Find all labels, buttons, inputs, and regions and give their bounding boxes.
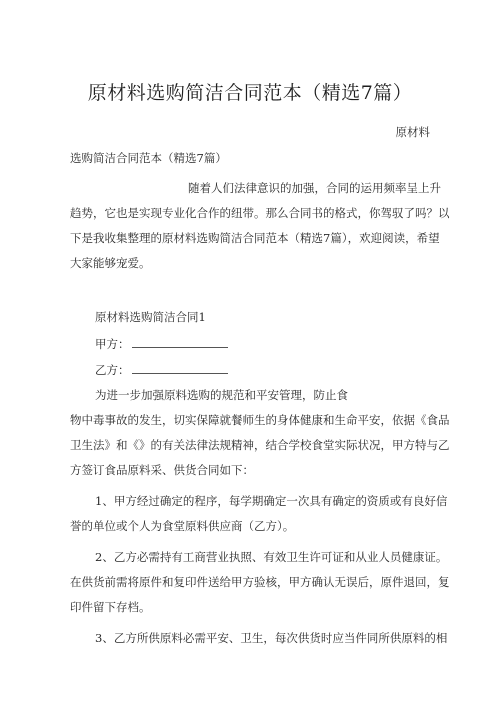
header-left-text: 选购简洁合同范本（精选7篇） (70, 151, 227, 165)
clause-2-line-2: 在供货前需将原件和复印件送给甲方验核，甲方确认无误后，原件退回，复 (70, 575, 450, 589)
intro-line-1: 随着人们法律意识的加强，合同的运用频率呈上升 (188, 181, 441, 195)
party-a-line (95, 336, 228, 352)
party-a-blank (132, 336, 228, 348)
intro-line-4: 大家能够宠爱。 (70, 256, 151, 270)
party-b-line (95, 362, 228, 378)
body-line-4: 方签订食品原料采、供货合同如下： (70, 463, 254, 477)
body-line-3: 卫生法》和《》的有关法律法规精神，结合学校食堂实际状况，甲方特与乙 (70, 438, 450, 452)
party-a-label: 甲方： (95, 337, 130, 351)
contract-heading: 原材料选购简洁合同1 (95, 310, 206, 324)
clause-2-line-1: 2、乙方必需持有工商营业执照、有效卫生许可证和从业人员健康证。 (95, 550, 448, 564)
party-b-label: 乙方： (95, 363, 130, 377)
body-line-2: 物中毒事故的发生，切实保障就餐师生的身体健康和生命平安，依据《食品 (70, 413, 450, 427)
clause-3-line-1: 3、乙方所供原料必需平安、卫生，每次供货时应当件同所供原料的相 (95, 631, 448, 645)
clause-1-line-2: 誉的单位或个人为食堂原料供应商（乙方）。 (70, 519, 295, 533)
intro-line-2: 趋势，它也是实现专业化合作的纽带。那么合同书的格式，你驾驭了吗？以 (70, 206, 450, 220)
header-right-text: 原材料 (395, 125, 430, 139)
party-b-blank (132, 362, 228, 374)
intro-line-3: 下是我收集整理的原材料选购简洁合同范本（精选7篇），欢迎阅读，希望 (70, 231, 440, 245)
body-line-1: 为进一步加强原料选购的规范和平安管理，防止食 (95, 388, 348, 402)
document-title: 原材料选购简洁合同范本（精选7篇） (87, 82, 413, 104)
clause-2-line-3: 印件留下存档。 (70, 600, 151, 614)
clause-1-line-1: 1、甲方经过确定的程序，每学期确定一次具有确定的资质或有良好信 (95, 494, 448, 508)
